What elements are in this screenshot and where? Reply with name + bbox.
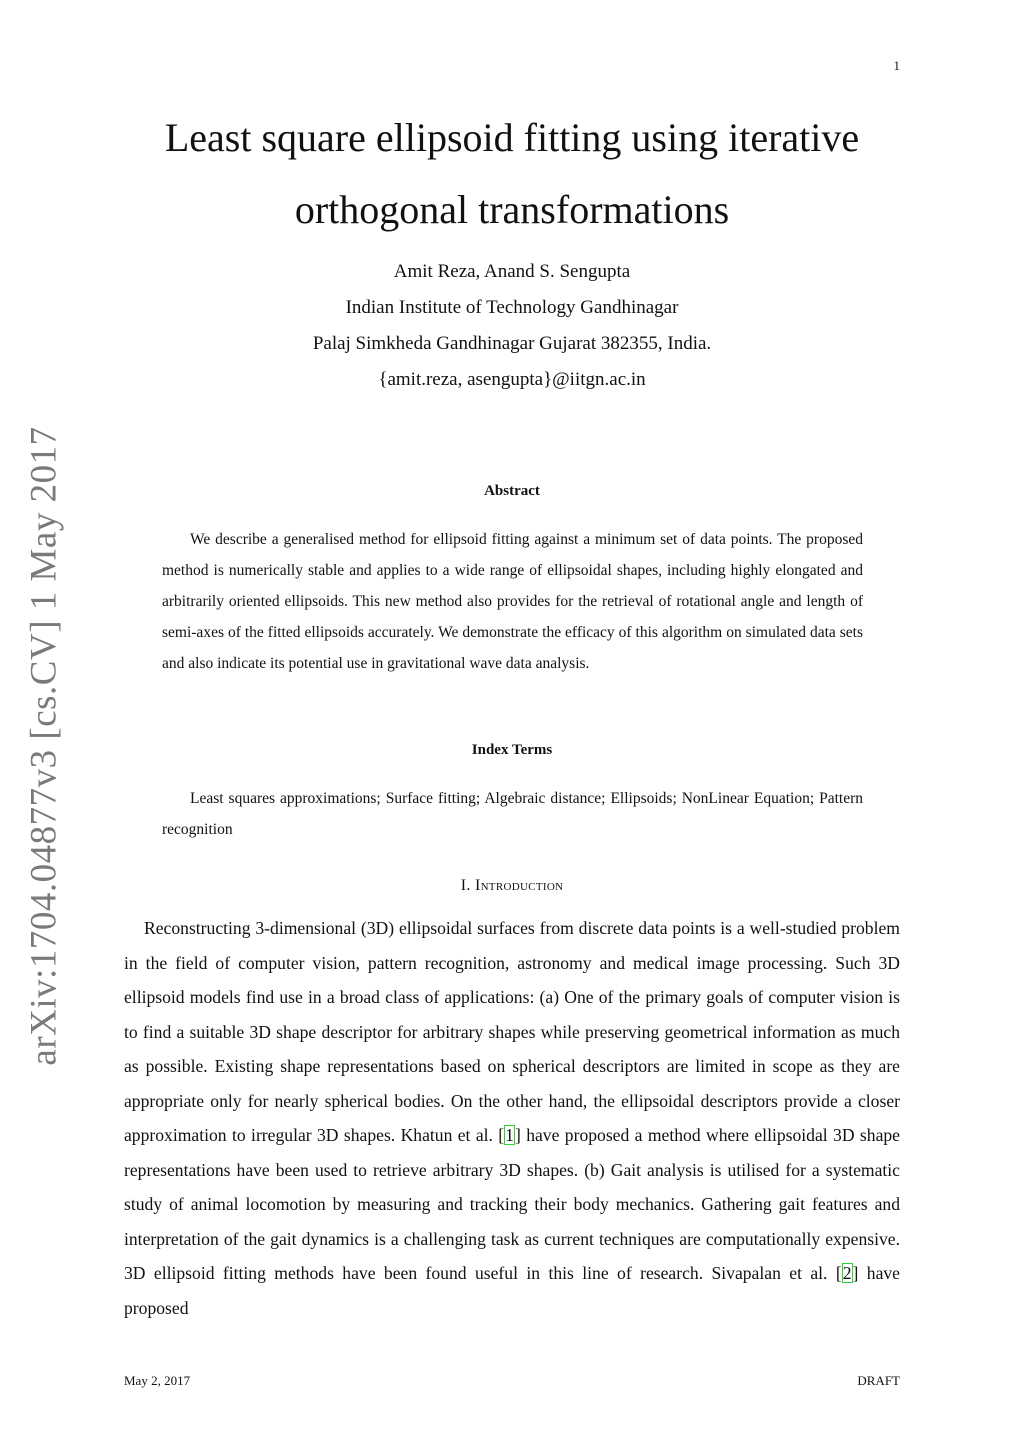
author-block bbox=[112, 254, 912, 398]
intro-text-part-2: ] have proposed a method where ellipsoidal 3D shape representations have been used to retrieve arbitrary 3D shapes. (b) Gait analysis is utilised for a systematic study of animal locomotion by measuring and tracking their body mechanics. Gathering gait features and interpretation of the gait dynamics is a challenging task as current techniques are computationally expensive. 3D ellipsoid fitting methods have been found useful in this line of research. Sivapalan et al. [ bbox=[124, 1125, 900, 1283]
author-address: Palaj Simkheda Gandhinagar Gujarat 382355, India. bbox=[312, 333, 712, 354]
paper-title: Least square ellipsoid fitting using iterative orthogonal transformations bbox=[164, 115, 860, 232]
introduction-paragraph bbox=[124, 911, 900, 1325]
author-names: Amit Reza, Anand S. Sengupta bbox=[393, 261, 631, 282]
arxiv-identifier-stamp: arXiv:1704.04877v3 [cs.CV] 1 May 2017 bbox=[23, 426, 65, 1066]
author-email: {amit.reza, asengupta}@iitgn.ac.in bbox=[378, 369, 646, 390]
footer-date: May 2, 2017 bbox=[124, 1373, 191, 1388]
abstract-heading: Abstract bbox=[484, 483, 540, 499]
introduction-heading bbox=[112, 877, 912, 895]
page-number: 1 bbox=[893, 58, 900, 73]
footer-status: DRAFT bbox=[857, 1373, 900, 1388]
citation-link-1[interactable]: 1 bbox=[505, 1125, 514, 1145]
abstract-text: We describe a generalised method for ellipsoid fitting against a minimum set of data points. The proposed method is numerically stable and applies to a wide range of ellipsoidal shapes, including highly elongated and arbitrarily oriented ellipsoids. This new method also provides for the retrieval of rotational angle and length of semi-axes of the fitted ellipsoids accurately. We demonstrate the efficacy of this algorithm on simulated data sets and also indicate its potential use in gravitational wave data analysis. bbox=[162, 531, 863, 672]
intro-text-part-1: Reconstructing 3-dimensional (3D) ellipsoidal surfaces from discrete data points is a well-studied problem in the field of computer vision, pattern recognition, astronomy and medical image processing. Such 3D ellipsoid models find use in a broad class of applications: (a) One of the primary goals of computer vision is to find a suitable 3D shape descriptor for arbitrary shapes while preserving geometrical information as much as possible. Existing shape representations based on spherical descriptors are limited in scope as they are appropriate only for nearly spherical bodies. On the other hand, the ellipsoidal descriptors provide a closer approximation to irregular 3D shapes. Khatun et al. [ bbox=[124, 918, 900, 1145]
index-terms-text: Least squares approximations; Surface fitting; Algebraic distance; Ellipsoids; NonLinear Equation; Pattern recognition bbox=[162, 790, 863, 838]
section-numeral: I. bbox=[460, 877, 471, 894]
author-affiliation: Indian Institute of Technology Gandhinagar bbox=[345, 297, 679, 318]
intro-text-part-3: ] have proposed bbox=[124, 1263, 900, 1318]
citation-link-2[interactable]: 2 bbox=[842, 1263, 852, 1283]
index-terms-heading: Index Terms bbox=[471, 742, 553, 758]
section-title: Introduction bbox=[474, 877, 564, 894]
